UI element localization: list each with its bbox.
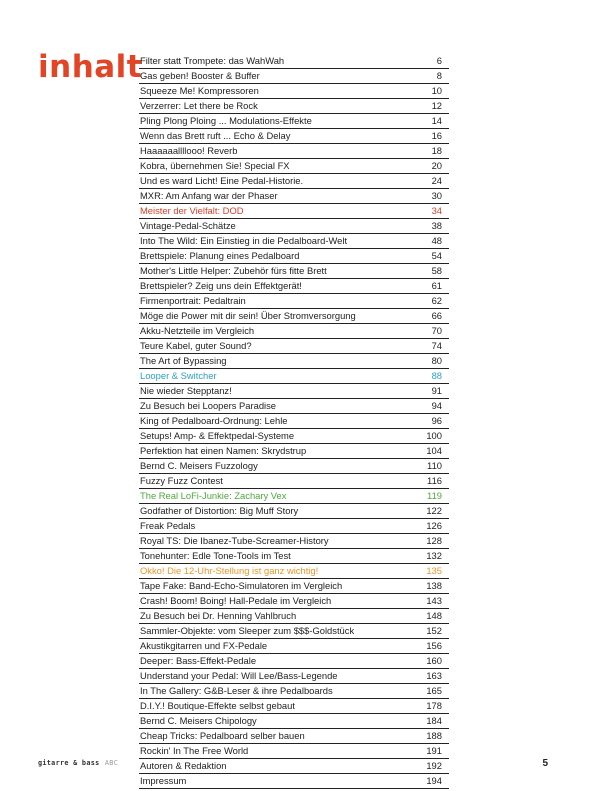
toc-entry-page: 119 [427, 490, 442, 501]
toc-entry-title: Und es ward Licht! Eine Pedal-Historie. [140, 175, 304, 186]
toc-entry-page: 66 [431, 310, 442, 321]
toc-entry[interactable] [139, 354, 449, 369]
toc-entry-page: 178 [426, 700, 442, 711]
toc-entry[interactable] [139, 324, 449, 339]
toc-entry[interactable] [139, 279, 449, 294]
toc-entry-title: Cheap Tricks: Pedalboard selber bauen [140, 730, 305, 741]
toc-entry-title: Freak Pedals [140, 520, 196, 531]
toc-entry[interactable] [139, 699, 449, 714]
toc-entry-page: 12 [431, 100, 442, 111]
toc-entry[interactable] [139, 339, 449, 354]
toc-entry[interactable] [139, 654, 449, 669]
toc-entry-page: 6 [436, 55, 442, 66]
toc-entry-page: 91 [431, 385, 442, 396]
toc-entry-page: 10 [431, 85, 442, 96]
toc-entry-page: 160 [426, 655, 442, 666]
toc-entry-title: Mother's Little Helper: Zubehör fürs fitte Brett [140, 265, 327, 276]
toc-entry[interactable] [139, 714, 449, 729]
toc-entry-title: D.I.Y.! Boutique-Effekte selbst gebaut [140, 700, 295, 711]
toc-entry-page: 34 [431, 205, 442, 216]
toc-entry[interactable] [139, 399, 449, 414]
toc-entry[interactable] [139, 624, 449, 639]
toc-entry[interactable] [139, 684, 449, 699]
toc-entry-title: Bernd C. Meisers Chipology [140, 715, 257, 726]
toc-entry[interactable] [139, 504, 449, 519]
toc-entry-title: Meister der Vielfalt: DOD [140, 205, 244, 216]
toc-entry-title: Fuzzy Fuzz Contest [140, 475, 223, 486]
toc-entry-title: In The Gallery: G&B-Leser & ihre Pedalboards [140, 685, 333, 696]
toc-entry-page: 165 [426, 685, 442, 696]
toc-entry-page: 58 [431, 265, 442, 276]
toc-entry-page: 61 [431, 280, 442, 291]
toc-entry-title: Kobra, übernehmen Sie! Special FX [140, 160, 290, 171]
toc-entry-title: Okko! Die 12-Uhr-Stellung ist ganz wichtig! [140, 565, 319, 576]
toc-entry-title: Into The Wild: Ein Einstieg in die Pedalboard-Welt [140, 235, 348, 246]
toc-entry[interactable] [139, 744, 449, 759]
toc-entry-title: Impressum [140, 775, 187, 786]
toc-entry[interactable] [139, 429, 449, 444]
toc-entry-page: 24 [431, 175, 442, 186]
toc-entry-page: 8 [436, 70, 442, 81]
toc-entry-page: 20 [431, 160, 442, 171]
toc-entry[interactable] [139, 204, 449, 219]
toc-entry-title: Perfektion hat einen Namen: Skrydstrup [140, 445, 307, 456]
toc-entry-title: Setups! Amp- & Effektpedal-Systeme [140, 430, 295, 441]
toc-entry-title: Crash! Boom! Boing! Hall-Pedale im Vergleich [140, 595, 332, 606]
toc-entry-page: 163 [426, 670, 442, 681]
toc-entry-page: 74 [431, 340, 442, 351]
toc-entry[interactable] [139, 159, 449, 174]
toc-entry-title: Nie wieder Stepptanz! [140, 385, 232, 396]
toc-entry[interactable] [139, 639, 449, 654]
toc-entry[interactable] [139, 174, 449, 189]
toc-entry[interactable] [139, 414, 449, 429]
toc-entry[interactable] [139, 234, 449, 249]
toc-entry-page: 194 [426, 775, 442, 786]
toc-entry[interactable] [139, 99, 449, 114]
toc-entry[interactable] [139, 564, 449, 579]
footer-brand-suffix: ABC [104, 759, 119, 767]
toc-entry-title: Verzerrer: Let there be Rock [140, 100, 258, 111]
toc-entry-page: 156 [426, 640, 442, 651]
toc-entry-title: Zu Besuch bei Loopers Paradise [140, 400, 277, 411]
toc-entry-title: Zu Besuch bei Dr. Henning Vahlbruch [140, 610, 297, 621]
toc-entry-page: 122 [426, 505, 442, 516]
toc-entry-page: 14 [431, 115, 442, 126]
toc-entry-page: 116 [427, 475, 442, 486]
toc-entry-page: 132 [426, 550, 442, 561]
toc-entry-page: 70 [431, 325, 442, 336]
toc-entry-title: Teure Kabel, guter Sound? [140, 340, 252, 351]
toc-entry[interactable] [139, 264, 449, 279]
toc-entry-page: 100 [426, 430, 442, 441]
toc-entry-title: The Art of Bypassing [140, 355, 227, 366]
toc-entry-page: 135 [426, 565, 442, 576]
toc-entry-title: Firmenportrait: Pedaltrain [140, 295, 246, 306]
toc-entry[interactable] [139, 489, 449, 504]
table-of-contents [139, 54, 449, 789]
toc-entry-title: Deeper: Bass-Effekt-Pedale [140, 655, 257, 666]
toc-entry-page: 110 [427, 460, 442, 471]
toc-entry-title: Autoren & Redaktion [140, 760, 227, 771]
toc-entry-title: Brettspieler? Zeig uns dein Effektgerät! [140, 280, 302, 291]
toc-entry[interactable] [139, 219, 449, 234]
toc-entry-page: 138 [426, 580, 442, 591]
toc-entry-title: Rockin' In The Free World [140, 745, 249, 756]
toc-entry-page: 30 [431, 190, 442, 201]
toc-entry-title: Haaaaaallllooo! Reverb [140, 145, 238, 156]
toc-entry-title: Akku-Netzteile im Vergleich [140, 325, 255, 336]
footer-brand [38, 759, 118, 767]
toc-entry[interactable] [139, 309, 449, 324]
toc-entry[interactable] [139, 474, 449, 489]
toc-entry-title: Royal TS: Die Ibanez-Tube-Screamer-History [140, 535, 329, 546]
toc-entry-page: 88 [431, 370, 442, 381]
toc-entry[interactable] [139, 534, 449, 549]
toc-entry-title: MXR: Am Anfang war der Phaser [140, 190, 278, 201]
toc-entry-page: 62 [431, 295, 442, 306]
toc-entry-page: 184 [426, 715, 442, 726]
toc-entry-page: 80 [431, 355, 442, 366]
toc-entry-title: Akustikgitarren und FX-Pedale [140, 640, 268, 651]
toc-entry[interactable] [139, 144, 449, 159]
toc-entry-page: 126 [426, 520, 442, 531]
toc-entry[interactable] [139, 759, 449, 774]
toc-entry-page: 143 [426, 595, 442, 606]
toc-entry-page: 148 [426, 610, 442, 621]
toc-entry-title: King of Pedalboard-Ordnung: Lehle [140, 415, 288, 426]
toc-entry-title: Squeeze Me! Kompressoren [140, 85, 259, 96]
toc-entry[interactable] [139, 114, 449, 129]
toc-entry[interactable] [139, 84, 449, 99]
toc-entry-title: Filter statt Trompete: das WahWah [140, 55, 285, 66]
toc-entry-page: 48 [431, 235, 442, 246]
toc-entry[interactable] [139, 669, 449, 684]
page-number: 5 [542, 758, 548, 769]
toc-entry[interactable] [139, 249, 449, 264]
toc-entry-page: 94 [431, 400, 442, 411]
toc-entry-page: 104 [426, 445, 442, 456]
toc-entry-page: 188 [426, 730, 442, 741]
toc-entry-title: Gas geben! Booster & Buffer [140, 70, 260, 81]
toc-entry-title: Brettspiele: Planung eines Pedalboard [140, 250, 300, 261]
toc-entry-page: 54 [431, 250, 442, 261]
toc-entry-page: 38 [431, 220, 442, 231]
toc-entry[interactable] [139, 129, 449, 144]
toc-entry[interactable] [139, 459, 449, 474]
toc-entry[interactable] [139, 519, 449, 534]
toc-entry-page: 96 [431, 415, 442, 426]
toc-entry[interactable] [139, 54, 449, 69]
toc-entry[interactable] [139, 384, 449, 399]
toc-entry-page: 152 [426, 625, 442, 636]
toc-entry-title: Tonehunter: Edle Tone-Tools im Test [140, 550, 291, 561]
toc-entry[interactable] [139, 69, 449, 84]
toc-entry-title: Godfather of Distortion: Big Muff Story [140, 505, 299, 516]
toc-entry-title: Bernd C. Meisers Fuzzology [140, 460, 258, 471]
page-title: inhalt [38, 49, 143, 85]
toc-entry-page: 18 [431, 145, 442, 156]
toc-entry[interactable] [139, 774, 449, 789]
toc-entry-title: Möge die Power mit dir sein! Über Stromversorgung [140, 310, 356, 321]
toc-entry-title: Vintage-Pedal-Schätze [140, 220, 236, 231]
toc-entry[interactable] [139, 609, 449, 624]
toc-entry[interactable] [139, 594, 449, 609]
toc-entry[interactable] [139, 189, 449, 204]
toc-entry-page: 16 [431, 130, 442, 141]
toc-entry[interactable] [139, 294, 449, 309]
footer-brand-name: gitarre & bass [38, 759, 100, 767]
toc-entry-title: Understand your Pedal: Will Lee/Bass-Legende [140, 670, 338, 681]
toc-entry[interactable] [139, 579, 449, 594]
toc-entry-title: Wenn das Brett ruft ... Echo & Delay [140, 130, 291, 141]
toc-entry-title: Sammler-Objekte: vom Sleeper zum $$$-Goldstück [140, 625, 355, 636]
toc-entry-title: Tape Fake: Band-Echo-Simulatoren im Vergleich [140, 580, 343, 591]
toc-entry-title: The Real LoFi-Junkie: Zachary Vex [140, 490, 287, 501]
toc-entry-page: 192 [426, 760, 442, 771]
toc-entry-page: 191 [426, 745, 442, 756]
toc-entry-title: Looper & Switcher [140, 370, 217, 381]
toc-entry[interactable] [139, 444, 449, 459]
toc-entry[interactable] [139, 369, 449, 384]
toc-entry-page: 128 [426, 535, 442, 546]
toc-entry[interactable] [139, 549, 449, 564]
toc-entry-title: Pling Plong Ploing ... Modulations-Effekte [140, 115, 312, 126]
toc-entry[interactable] [139, 729, 449, 744]
